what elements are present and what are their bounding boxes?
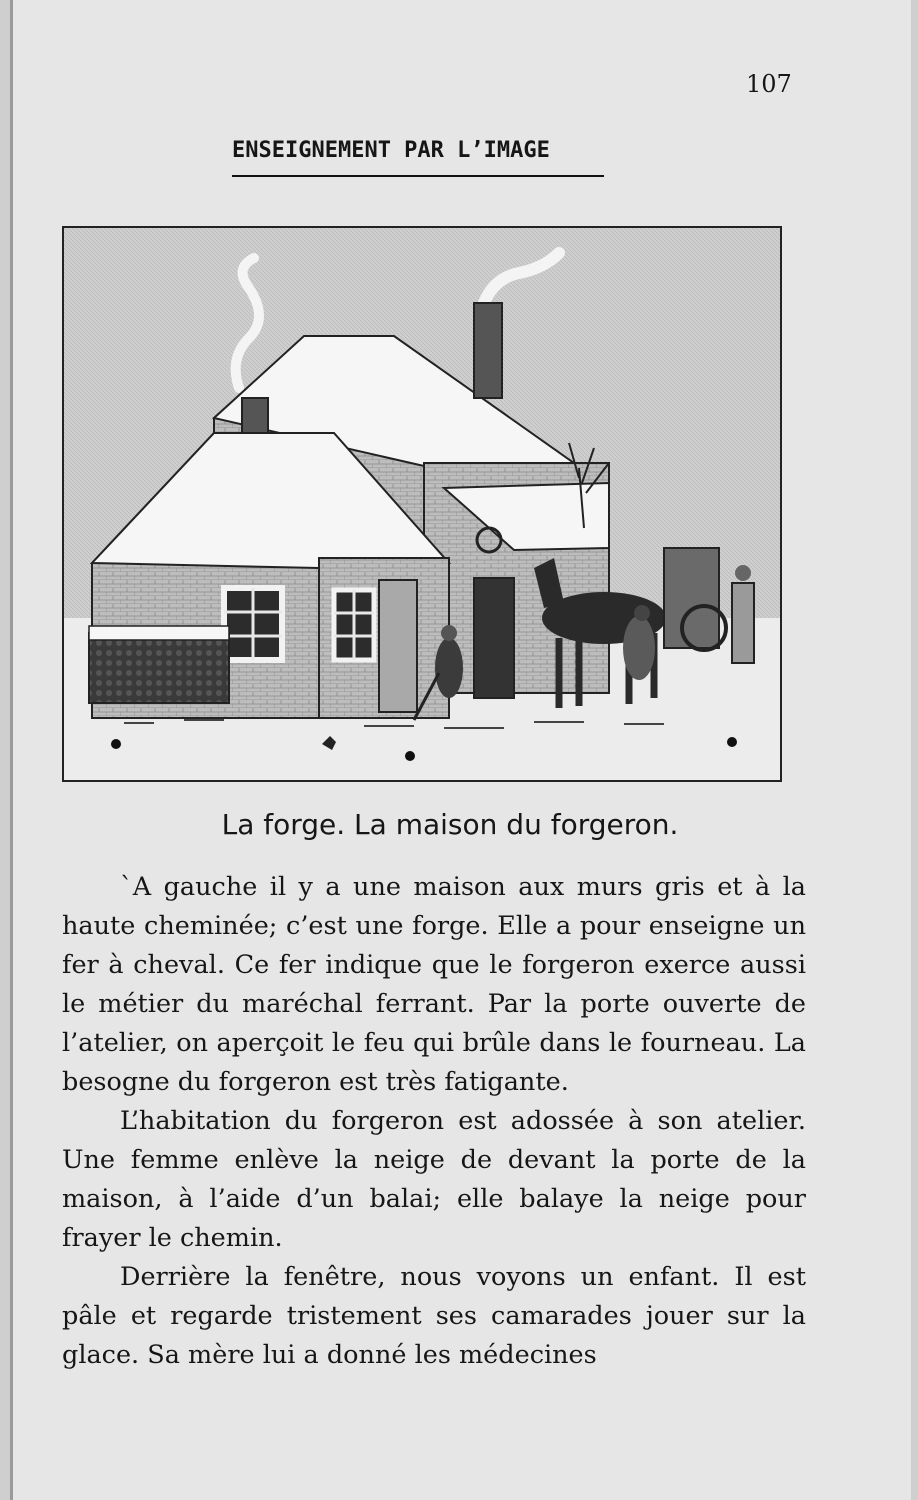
paragraph: `A gauche il y a une maison aux murs gris et à la haute cheminée; c’est une forge. Elle a pour enseigne un fer à cheval. Ce fer indique que le forgeron exerce aussi le métier du maréchal ferrant. Par la porte ouverte de l’atelier, on aperçoit le feu qui brûle dans le fourneau. La besogne du forgeron est très fatigante.: [62, 872, 806, 1097]
paragraph: L’habitation du forgeron est adossée à son atelier. Une femme enlève la neige de devant la porte de la maison, à l’aide d’un balai; elle balaye la neige pour frayer le chemin.: [62, 1106, 806, 1253]
illustration-caption: La forge. La maison du forgeron.: [221, 808, 679, 841]
body-text: [62, 868, 806, 1375]
forge-scene-icon: [64, 228, 780, 780]
forge-illustration: [62, 226, 782, 782]
page-number: 107: [746, 70, 792, 98]
paragraph: Derrière la fenêtre, nous voyons un enfant. Il est pâle et regarde tristement ses camarades jouer sur la glace. Sa mère lui a donné les médecines: [62, 1262, 806, 1370]
heading-underline: [232, 175, 604, 177]
section-heading: ENSEIGNEMENT PAR L’IMAGE: [232, 138, 550, 163]
